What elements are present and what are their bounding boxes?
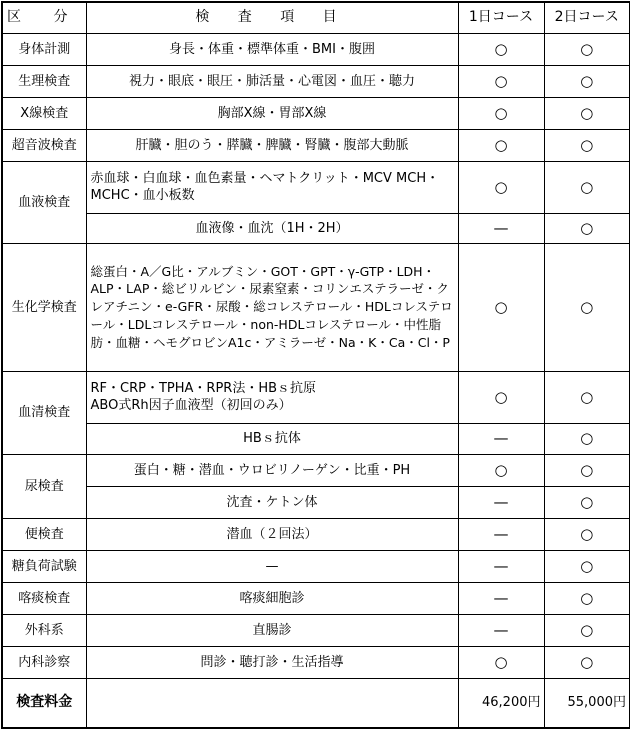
items-line: RF・CRP・TPHA・RPR法・HBｓ抗原 xyxy=(90,381,317,396)
course2-mark: ○ xyxy=(544,65,630,97)
row-physio xyxy=(2,65,630,97)
items-cell: 血液像・血沈（1H・2H） xyxy=(86,213,458,243)
row-urine-2 xyxy=(2,486,630,518)
row-internal xyxy=(2,646,630,678)
course2-mark: ○ xyxy=(544,243,630,371)
category-cell: 内科診察 xyxy=(2,646,86,678)
course2-mark: ○ xyxy=(544,486,630,518)
category-cell: 血清検査 xyxy=(2,371,86,454)
course1-mark: — xyxy=(458,518,544,550)
header-row xyxy=(2,2,630,33)
category-cell: 尿検査 xyxy=(2,454,86,518)
row-serum-2 xyxy=(2,423,630,454)
course2-mark: ○ xyxy=(544,129,630,161)
row-surgery xyxy=(2,614,630,646)
row-biochem xyxy=(2,243,630,371)
course1-mark: ○ xyxy=(458,33,544,65)
items-cell: 問診・聴打診・生活指導 xyxy=(86,646,458,678)
items-cell: 身長・体重・標準体重・BMI・腹囲 xyxy=(86,33,458,65)
header-items: 検 査 項 目 xyxy=(86,2,458,33)
row-xray xyxy=(2,97,630,129)
category-cell: X線検査 xyxy=(2,97,86,129)
category-cell: 生理検査 xyxy=(2,65,86,97)
course1-mark: ○ xyxy=(458,161,544,213)
header-category: 区 分 xyxy=(2,2,86,33)
items-cell: — xyxy=(86,550,458,582)
category-cell: 糖負荷試験 xyxy=(2,550,86,582)
row-echo xyxy=(2,129,630,161)
row-blood-2 xyxy=(2,213,630,243)
category-cell: 超音波検査 xyxy=(2,129,86,161)
header-course1: 1日コース xyxy=(458,2,544,33)
category-cell: 生化学検査 xyxy=(2,243,86,371)
course1-mark: — xyxy=(458,486,544,518)
course2-mark: ○ xyxy=(544,213,630,243)
course2-mark: ○ xyxy=(544,371,630,423)
course1-mark: ○ xyxy=(458,97,544,129)
course2-mark: ○ xyxy=(544,518,630,550)
row-body xyxy=(2,33,630,65)
course2-mark: ○ xyxy=(544,582,630,614)
row-glucose xyxy=(2,550,630,582)
exam-table xyxy=(1,1,630,729)
course2-mark: ○ xyxy=(544,423,630,454)
fee-course2: 55,000円 xyxy=(544,678,630,728)
items-line: ABO式Rh因子血液型（初回のみ） xyxy=(90,398,292,413)
category-cell: 身体計測 xyxy=(2,33,86,65)
row-stool xyxy=(2,518,630,550)
items-cell: 総蛋白・A／G比・アルブミン・GOT・GPT・γ-GTP・LDH・ALP・LAP・総ビリルビン・尿素窒素・コリンエステラーゼ・クレアチニン・e-GFR・尿酸・総コレステロール・HDLコレステロール・LDLコレステロール・non-HDLコレステロール・中性脂肪・血糖・ヘモグロビンA1c・アミラーゼ・Na・K・Ca・Cl・P xyxy=(86,243,458,371)
category-cell: 喀痰検査 xyxy=(2,582,86,614)
course1-mark: — xyxy=(458,614,544,646)
row-urine-1 xyxy=(2,454,630,486)
course1-mark: ○ xyxy=(458,243,544,371)
course1-mark: — xyxy=(458,213,544,243)
course1-mark: ○ xyxy=(458,371,544,423)
fee-course1: 46,200円 xyxy=(458,678,544,728)
category-cell: 便検査 xyxy=(2,518,86,550)
course2-mark: ○ xyxy=(544,614,630,646)
row-fee xyxy=(2,678,630,728)
category-cell: 血液検査 xyxy=(2,161,86,243)
items-cell: 沈査・ケトン体 xyxy=(86,486,458,518)
course1-mark: — xyxy=(458,582,544,614)
items-cell: HBｓ抗体 xyxy=(86,423,458,454)
category-cell: 外科系 xyxy=(2,614,86,646)
course1-mark: ○ xyxy=(458,65,544,97)
items-cell: 胸部X線・胃部X線 xyxy=(86,97,458,129)
items-cell: 直腸診 xyxy=(86,614,458,646)
course2-mark: ○ xyxy=(544,33,630,65)
course1-mark: ○ xyxy=(458,646,544,678)
row-blood-1 xyxy=(2,161,630,213)
fee-label: 検査料金 xyxy=(2,678,86,728)
course1-mark: ○ xyxy=(458,454,544,486)
course2-mark: ○ xyxy=(544,550,630,582)
items-cell: 潜血（２回法） xyxy=(86,518,458,550)
course1-mark: — xyxy=(458,550,544,582)
header-course2: 2日コース xyxy=(544,2,630,33)
items-cell: 赤血球・白血球・血色素量・ヘマトクリット・MCV MCH・MCHC・血小板数 xyxy=(86,161,458,213)
course1-mark: — xyxy=(458,423,544,454)
items-cell: 視力・眼底・眼圧・肺活量・心電図・血圧・聴力 xyxy=(86,65,458,97)
fee-blank xyxy=(86,678,458,728)
items-cell: 肝臓・胆のう・膵臓・脾臓・腎臓・腹部大動脈 xyxy=(86,129,458,161)
course2-mark: ○ xyxy=(544,646,630,678)
course2-mark: ○ xyxy=(544,97,630,129)
course2-mark: ○ xyxy=(544,454,630,486)
items-cell: 蛋白・糖・潜血・ウロビリノーゲン・比重・PH xyxy=(86,454,458,486)
items-cell: 喀痰細胞診 xyxy=(86,582,458,614)
row-serum-1 xyxy=(2,371,630,423)
row-sputum xyxy=(2,582,630,614)
items-cell xyxy=(86,371,458,423)
course2-mark: ○ xyxy=(544,161,630,213)
course1-mark: ○ xyxy=(458,129,544,161)
